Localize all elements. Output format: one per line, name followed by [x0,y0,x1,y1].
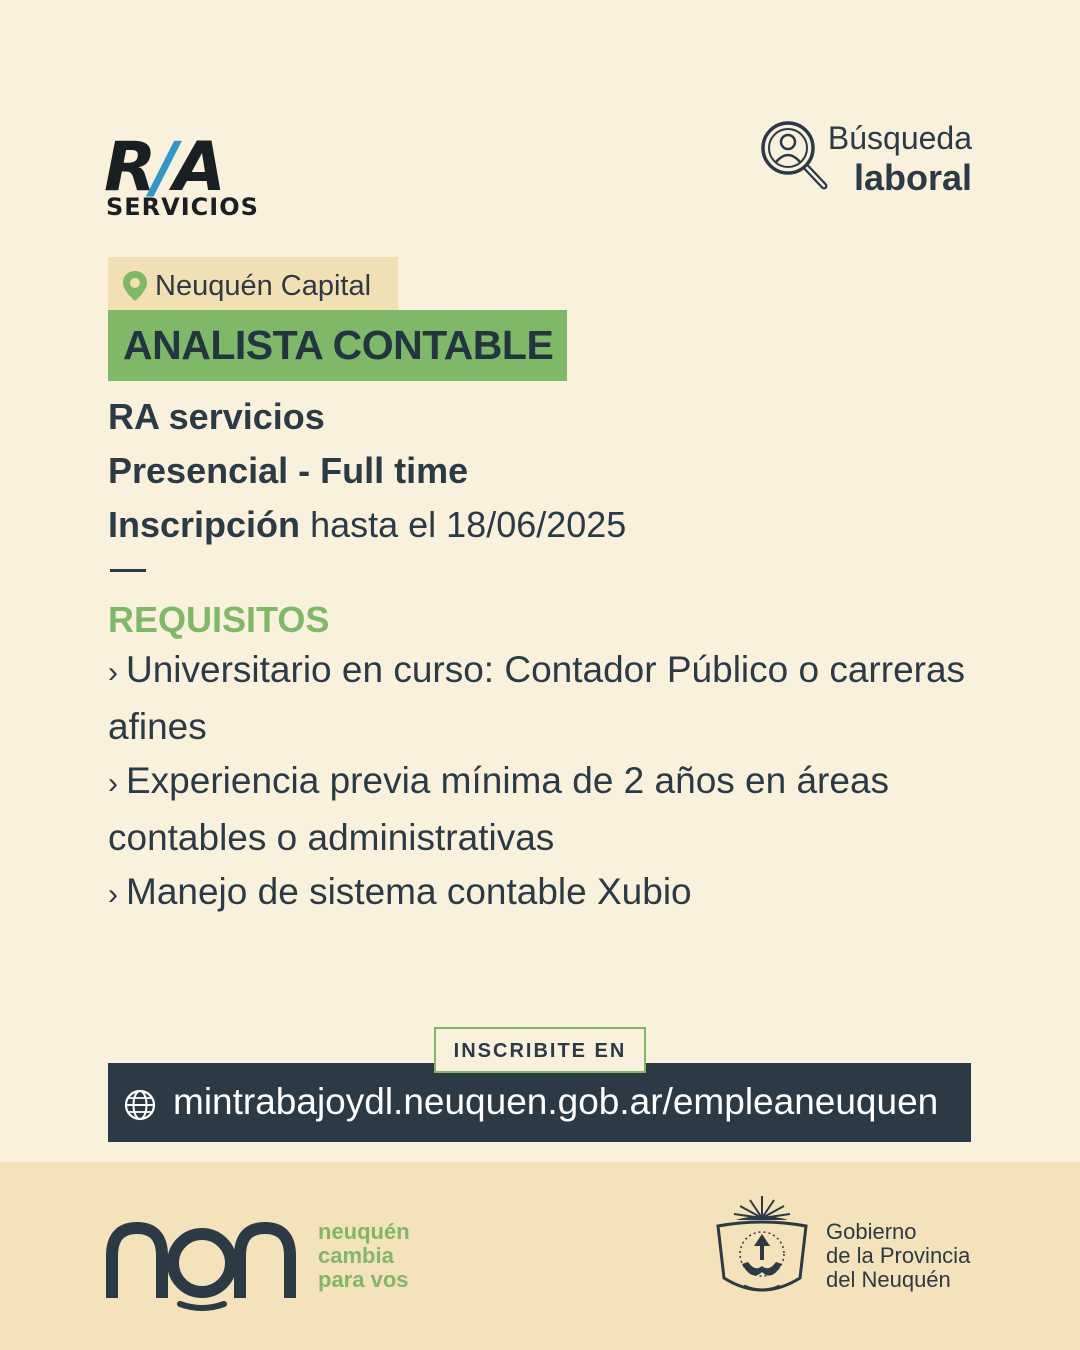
cta-url-text[interactable]: mintrabajoydl.neuquen.gob.ar/empleaneuquen [173,1081,939,1122]
requirements-title: REQUISITOS [108,599,330,640]
globe-icon [124,1089,156,1121]
company-logo [104,128,288,226]
footer [0,1162,1080,1350]
requirement-item: › Experiencia previa mínima de 2 años en áreas contables o administrativas [108,760,890,858]
government-line: de la Provincia [826,1243,971,1268]
non-brand-logo [106,1218,296,1314]
slogan-line: para vos [318,1267,409,1292]
government-name [826,1220,970,1292]
badge-line-busqueda: Búsqueda [827,120,972,156]
slogan-line: cambia [318,1243,394,1268]
province-coat-of-arms-icon [714,1192,810,1304]
location-tag [108,257,398,311]
map-pin-icon [122,270,148,302]
divider [110,569,146,572]
badge-line-laboral: laboral [853,157,972,198]
job-search-icon [758,118,832,194]
chevron-right-icon: › [108,878,118,911]
work-modality: Presencial - Full time [108,450,469,491]
cta-label: INSCRIBITE EN [434,1027,646,1073]
slogan-line: neuquén [318,1219,410,1244]
chevron-right-icon: › [108,656,118,689]
government-line: del Neuquén [826,1267,951,1292]
deadline [108,503,626,547]
job-title: ANALISTA CONTABLE [108,310,567,381]
requirement-item: › Manejo de sistema contable Xubio [108,871,692,912]
company-name: RA servicios [108,396,325,437]
chevron-right-icon: › [108,767,118,800]
deadline-label: Inscripción [108,504,301,545]
cta-url-link[interactable] [108,1063,971,1142]
job-search-badge [758,116,978,200]
slogan [318,1220,410,1292]
requirements-list [108,643,968,922]
government-line: Gobierno [826,1219,917,1244]
company-logo-subtext: SERVICIOS [106,193,259,221]
requirement-item: › Universitario en curso: Contador Público o carreras afines [108,649,966,747]
deadline-date: hasta el 18/06/2025 [310,504,627,545]
location-text: Neuquén Capital [155,270,372,302]
company-logo-mark: R/A [104,128,222,207]
